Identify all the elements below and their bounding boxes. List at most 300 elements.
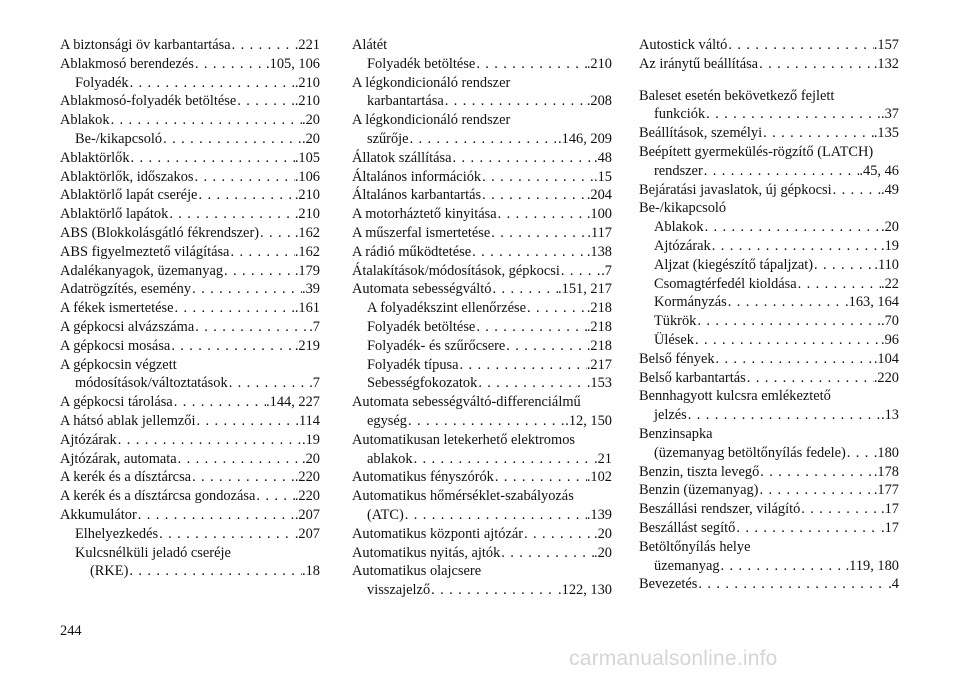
dot-leader <box>832 181 881 200</box>
dot-leader <box>475 318 587 337</box>
dot-leader <box>236 92 295 111</box>
entry-page-ref: .157 <box>873 37 899 53</box>
index-entry <box>639 181 899 200</box>
entry-term-continuation: karbantartása <box>367 93 444 110</box>
dot-leader <box>170 337 295 356</box>
entry-term: Be-/kikapcsoló <box>75 130 163 147</box>
entry-term-continuation: funkciók <box>654 106 706 123</box>
dot-leader <box>800 500 881 519</box>
entry-term: A kerék és a dísztárcsa <box>60 469 192 486</box>
entry-page-ref: .20 <box>881 219 899 236</box>
index-entry <box>60 168 320 187</box>
index-entry <box>60 130 320 149</box>
entry-page-ref: .204 <box>586 187 612 204</box>
entry-term: Bennhagyott kulcsra emlékeztető <box>639 388 831 405</box>
index-entry <box>60 393 320 412</box>
index-entry <box>60 356 320 394</box>
dot-leader <box>762 124 874 143</box>
entry-term: Kormányzás <box>654 294 727 311</box>
entry-page-ref: .135 <box>873 125 899 142</box>
dot-leader <box>173 393 266 412</box>
index-column-3 <box>639 36 899 594</box>
entry-term: Automatikus nyitás, ajtók <box>352 544 501 561</box>
entry-page-ref: .122, 130 <box>558 582 612 599</box>
dot-leader <box>413 450 594 469</box>
entry-term-continuation: jelzés <box>654 407 687 424</box>
entry-term: Ablaktörlők, időszakos <box>60 168 194 185</box>
entry-term: A gépkocsin végzett <box>60 356 177 373</box>
dot-leader <box>526 299 587 318</box>
index-entry <box>352 562 612 600</box>
index-entry <box>352 431 612 469</box>
index-entry <box>352 168 612 187</box>
entry-term: Ablakmosó berendezés <box>60 55 194 72</box>
entry-term: A légkondicionáló rendszer <box>352 112 511 129</box>
dot-leader <box>129 74 295 93</box>
entry-term: Sebességfokozatok <box>367 375 478 392</box>
index-entry <box>352 318 612 337</box>
entry-page-ref: .48 <box>594 149 612 166</box>
index-entry <box>639 500 899 519</box>
index-entry <box>352 525 612 544</box>
dot-leader <box>759 463 874 482</box>
entry-term: Be-/kikapcsoló <box>639 200 727 217</box>
index-entry <box>352 186 612 205</box>
index-entry <box>60 224 320 243</box>
entry-page-ref: .45, 46 <box>859 162 899 179</box>
dot-leader <box>704 218 881 237</box>
entry-page-ref: .210 <box>586 55 612 72</box>
entry-page-ref: .139 <box>586 506 612 523</box>
index-entry <box>639 55 899 74</box>
entry-term: Folyadék típusa <box>367 356 459 373</box>
dot-leader <box>407 412 565 431</box>
entry-page-ref: .132 <box>873 55 899 72</box>
entry-page-ref: .49 <box>881 181 899 198</box>
index-entry <box>639 256 899 275</box>
index-entry <box>639 87 899 125</box>
dot-leader <box>711 237 881 256</box>
entry-term: A motorháztető kinyitása <box>352 206 497 223</box>
index-entry <box>352 74 612 112</box>
entry-term: A hátsó ablak jellemzői <box>60 412 196 429</box>
index-entry <box>639 425 899 463</box>
entry-term-continuation: ablakok <box>367 450 413 467</box>
entry-page-ref: .221 <box>294 37 320 53</box>
entry-term: A gépkocsi alvázszáma <box>60 318 195 335</box>
dot-leader <box>746 369 874 388</box>
index-column-1 <box>60 36 320 581</box>
index-entry <box>352 149 612 168</box>
index-column-2 <box>352 36 612 600</box>
entry-page-ref: .144, 227 <box>266 394 320 411</box>
index-entry <box>60 506 320 525</box>
index-entry <box>60 337 320 356</box>
dot-leader <box>173 299 294 318</box>
watermark: carmanualsonline.info <box>569 647 778 670</box>
index-entry <box>352 337 612 356</box>
index-entry <box>639 519 899 538</box>
entry-term: Ajtózárak <box>654 237 711 254</box>
entry-page-ref: .218 <box>586 300 612 317</box>
dot-leader <box>130 149 295 168</box>
entry-page-ref: .207 <box>294 506 320 523</box>
entry-page-ref: .15 <box>594 168 612 185</box>
index-entry <box>639 331 899 350</box>
dot-leader <box>491 280 558 299</box>
entry-page-ref: .20 <box>594 544 612 561</box>
index-entry <box>60 412 320 431</box>
index-entry <box>60 186 320 205</box>
entry-term-continuation: egység <box>367 412 407 429</box>
index-entry <box>60 205 320 224</box>
index-entry <box>639 350 899 369</box>
dot-leader <box>758 481 873 500</box>
entry-page-ref: .4 <box>888 576 899 593</box>
entry-term: A rádió működtetése <box>352 243 472 260</box>
index-entry <box>60 262 320 281</box>
dot-leader <box>687 406 881 425</box>
entry-term: Beállítások, személyi <box>639 125 763 142</box>
index-entry <box>60 431 320 450</box>
dot-leader <box>194 318 309 337</box>
entry-page-ref: .117 <box>587 224 612 241</box>
entry-page-ref: .17 <box>881 501 899 518</box>
dot-leader <box>191 468 295 487</box>
index-entry <box>639 463 899 482</box>
entry-page-ref: .210 <box>294 206 320 223</box>
index-entry <box>60 55 320 74</box>
entry-page-ref: .105, 106 <box>266 55 320 72</box>
index-entry <box>352 393 612 431</box>
entry-page-ref: .12, 150 <box>565 412 612 429</box>
dot-leader <box>477 374 587 393</box>
entry-page-ref: .180 <box>873 444 899 461</box>
dot-leader <box>255 487 294 506</box>
dot-leader <box>168 205 295 224</box>
entry-term: Automata sebességváltó <box>352 281 492 298</box>
entry-term: Ablaktörlő lapátok <box>60 206 169 223</box>
dot-leader <box>195 412 295 431</box>
dot-leader <box>459 356 587 375</box>
dot-leader <box>231 36 295 55</box>
dot-leader <box>117 431 302 450</box>
dot-leader <box>490 224 587 243</box>
dot-leader <box>223 262 295 281</box>
entry-page-ref: .220 <box>294 488 320 505</box>
dot-leader <box>475 55 587 74</box>
index-entry <box>60 36 320 55</box>
entry-term: ABS (Blokkolásgátló fékrendszer) <box>60 224 260 241</box>
entry-term: Tükrök <box>654 313 697 330</box>
index-entry <box>352 205 612 224</box>
entry-page-ref: .146, 209 <box>558 130 612 147</box>
entry-term: A biztonsági öv karbantartása <box>60 37 231 53</box>
entry-term: Benzin (üzemanyag) <box>639 482 759 499</box>
entry-page-ref: .138 <box>586 243 612 260</box>
entry-page-ref: .104 <box>873 350 899 367</box>
entry-page-ref: .7 <box>309 318 320 335</box>
entry-page-ref: .20 <box>302 130 320 147</box>
entry-term: Állatok szállítása <box>352 149 452 166</box>
index-entry <box>639 124 899 143</box>
entry-page-ref: .106 <box>294 168 320 185</box>
entry-page-ref: .210 <box>294 93 320 110</box>
entry-term: Átalakítások/módosítások, gépkocsi <box>352 262 560 279</box>
entry-page-ref: .119, 180 <box>845 557 899 574</box>
entry-page-ref: .163, 164 <box>845 294 899 311</box>
entry-page-ref: .110 <box>874 256 899 273</box>
dot-leader <box>404 506 587 525</box>
entry-term: Elhelyezkedés <box>75 525 159 542</box>
entry-page-ref: .210 <box>294 74 320 91</box>
entry-term: Ajtózárak, automata <box>60 450 177 467</box>
entry-term: Beszállást segítő <box>639 519 736 536</box>
entry-term-continuation: rendszer <box>654 162 703 179</box>
entry-term: Ablaktörlő lapát cseréje <box>60 187 198 204</box>
dot-leader <box>481 168 594 187</box>
entry-term-continuation: visszajelző <box>367 582 431 599</box>
entry-term: Általános karbantartás <box>352 187 482 204</box>
index-entry <box>60 544 320 582</box>
index-entry <box>352 356 612 375</box>
dot-leader <box>158 525 295 544</box>
entry-term: Belső karbantartás <box>639 369 746 386</box>
entry-term: Automatikusan letekerhető elektromos <box>352 431 575 448</box>
index-entry <box>352 111 612 149</box>
entry-term: Alátét <box>352 37 388 53</box>
entry-term: Baleset esetén bekövetkező fejlett <box>639 87 835 104</box>
entry-term: A gépkocsi tárolása <box>60 394 173 411</box>
entry-term: A műszerfal ismertetése <box>352 224 491 241</box>
dot-leader <box>137 506 295 525</box>
entry-term: Ablakok <box>60 112 110 129</box>
entry-page-ref: .161 <box>294 300 320 317</box>
dot-leader <box>259 224 295 243</box>
entry-page-ref: .220 <box>294 469 320 486</box>
dot-leader <box>694 331 881 350</box>
index-entry <box>60 74 320 93</box>
entry-term: Csomagtérfedél kioldása <box>654 275 797 292</box>
entry-term: A kerék és a dísztárcsa gondozása <box>60 488 256 505</box>
entry-page-ref: .162 <box>294 243 320 260</box>
entry-page-ref: .177 <box>873 482 899 499</box>
entry-term-continuation: (üzemanyag betöltőnyílás fedele) <box>654 444 846 461</box>
entry-term: Bevezetés <box>639 576 698 593</box>
index-entry <box>60 525 320 544</box>
entry-page-ref: .179 <box>294 262 320 279</box>
entry-term: Adatrögzítés, esemény <box>60 281 192 298</box>
entry-page-ref: .20 <box>594 525 612 542</box>
entry-term: Adalékanyagok, üzemanyag <box>60 262 224 279</box>
dot-leader <box>720 557 846 576</box>
entry-term: Az iránytű beállítása <box>639 55 759 72</box>
entry-page-ref: .210 <box>294 187 320 204</box>
index-entry <box>639 387 899 425</box>
dot-leader <box>727 293 845 312</box>
entry-term: Folyadék betöltése <box>367 55 476 72</box>
entry-term: Általános információk <box>352 168 482 185</box>
dot-leader <box>229 243 294 262</box>
index-entry <box>352 487 612 525</box>
dot-leader <box>110 111 302 130</box>
entry-page-ref: .114 <box>295 412 320 429</box>
dot-leader <box>444 92 587 111</box>
dot-leader <box>194 168 295 187</box>
index-entry <box>352 374 612 393</box>
entry-term: A légkondicionáló rendszer <box>352 74 511 91</box>
entry-term-continuation: módosítások/változtatások <box>75 375 228 392</box>
entry-term: Automatikus fényszórók <box>352 469 494 486</box>
entry-term: Folyadék- és szűrőcsere <box>367 337 506 354</box>
index-entry <box>639 481 899 500</box>
entry-term: Folyadék betöltése <box>367 318 476 335</box>
dot-leader <box>471 243 587 262</box>
entry-term: Beépített gyermekülés-rögzítő (LATCH) <box>639 143 874 160</box>
entry-term: Ülések <box>654 331 694 348</box>
entry-term: ABS figyelmeztető világítása <box>60 243 230 260</box>
index-entry <box>352 299 612 318</box>
entry-page-ref: .220 <box>873 369 899 386</box>
entry-page-ref: .70 <box>881 313 899 330</box>
index-entry <box>639 312 899 331</box>
dot-leader <box>194 55 266 74</box>
entry-page-ref: .162 <box>294 224 320 241</box>
index-entry <box>639 293 899 312</box>
dot-leader <box>697 575 888 594</box>
entry-term: Benzinsapka <box>639 425 713 442</box>
entry-term: A folyadékszint ellenőrzése <box>367 300 527 317</box>
entry-term: Folyadék <box>75 74 129 91</box>
entry-term: Beszállási rendszer, világító <box>639 501 801 518</box>
entry-page-ref: .21 <box>594 450 612 467</box>
dot-leader <box>191 280 302 299</box>
entry-term: Kulcsnélküli jeladó cseréje <box>75 544 231 561</box>
entry-page-ref: .96 <box>881 331 899 348</box>
dot-leader <box>500 544 594 563</box>
dot-leader <box>497 205 587 224</box>
index-entry <box>60 299 320 318</box>
index-entry <box>60 111 320 130</box>
entry-page-ref: .7 <box>601 262 612 279</box>
entry-page-ref: .19 <box>881 237 899 254</box>
index-entry <box>639 575 899 594</box>
dot-leader <box>846 444 874 463</box>
dot-leader <box>177 450 302 469</box>
index-entry <box>352 243 612 262</box>
entry-term: Ablakok <box>654 219 704 236</box>
index-entry <box>639 237 899 256</box>
index-entry <box>639 143 899 181</box>
dot-leader <box>197 186 294 205</box>
entry-page-ref: .218 <box>586 318 612 335</box>
index-entry <box>60 468 320 487</box>
entry-term: Bejáratási javaslatok, új gépkocsi <box>639 181 832 198</box>
entry-page-ref: .208 <box>586 93 612 110</box>
dot-leader <box>409 130 558 149</box>
entry-page-ref: .217 <box>586 356 612 373</box>
entry-term: A gépkocsi mosása <box>60 337 171 354</box>
index-entry <box>60 149 320 168</box>
index-entry <box>352 262 612 281</box>
index-entry <box>639 36 899 55</box>
page-number: 244 <box>60 623 82 639</box>
index-entry <box>352 280 612 299</box>
index-entry <box>352 544 612 563</box>
entry-term: Belső fények <box>639 350 715 367</box>
dot-leader <box>128 562 302 581</box>
index-entry <box>352 55 612 74</box>
entry-page-ref: .7 <box>309 375 320 392</box>
entry-term: Ablakmosó-folyadék betöltése <box>60 93 237 110</box>
entry-page-ref: .153 <box>586 375 612 392</box>
dot-leader <box>523 525 594 544</box>
index-entry <box>352 468 612 487</box>
entry-page-ref: .207 <box>294 525 320 542</box>
entry-term: Ablaktörlők <box>60 149 130 166</box>
entry-page-ref: .151, 217 <box>558 281 612 298</box>
entry-page-ref: .17 <box>881 519 899 536</box>
entry-page-ref: .13 <box>881 407 899 424</box>
index-entry <box>639 369 899 388</box>
entry-term-continuation: (ATC) <box>367 506 404 523</box>
dot-leader <box>727 36 873 55</box>
dot-leader <box>696 312 881 331</box>
entry-term: Benzin, tiszta levegő <box>639 463 760 480</box>
entry-term: Automata sebességváltó-differenciálmű <box>352 394 581 411</box>
dot-leader <box>162 130 302 149</box>
index-entry <box>60 318 320 337</box>
index-entry <box>639 218 899 237</box>
index-entry <box>60 487 320 506</box>
entry-page-ref: .218 <box>586 337 612 354</box>
entry-term-continuation: üzemanyag <box>654 557 720 574</box>
entry-page-ref: .105 <box>294 149 320 166</box>
dot-leader <box>705 105 881 124</box>
dot-leader <box>505 337 587 356</box>
entry-term: Akkumulátor <box>60 506 137 523</box>
dot-leader <box>560 262 601 281</box>
dot-leader <box>703 162 860 181</box>
entry-term: Aljzat (kiegészítő tápaljzat) <box>654 256 814 273</box>
entry-term: Automatikus olajcsere <box>352 563 482 580</box>
entry-term: Automatikus hőmérséklet-szabályozás <box>352 488 574 505</box>
entry-page-ref: .219 <box>294 337 320 354</box>
index-entry <box>60 243 320 262</box>
index-entry <box>352 224 612 243</box>
entry-page-ref: .102 <box>586 469 612 486</box>
entry-page-ref: .22 <box>881 275 899 292</box>
entry-page-ref: .19 <box>302 431 320 448</box>
dot-leader <box>715 350 874 369</box>
index-entry <box>60 92 320 111</box>
index-entry <box>352 36 612 55</box>
dot-leader <box>758 55 874 74</box>
entry-page-ref: .20 <box>302 450 320 467</box>
dot-leader <box>735 519 881 538</box>
entry-page-ref: .18 <box>302 563 320 580</box>
index-entry <box>60 280 320 299</box>
entry-term: Automatikus központi ajtózár <box>352 525 524 542</box>
index-entry <box>639 199 899 218</box>
entry-term: Autostick váltó <box>639 37 728 53</box>
entry-term: Betöltőnyílás helye <box>639 538 751 555</box>
index-entry <box>639 538 899 576</box>
index-entry <box>639 275 899 294</box>
entry-page-ref: .37 <box>881 106 899 123</box>
entry-term: Ajtózárak <box>60 431 117 448</box>
entry-page-ref: .100 <box>586 206 612 223</box>
